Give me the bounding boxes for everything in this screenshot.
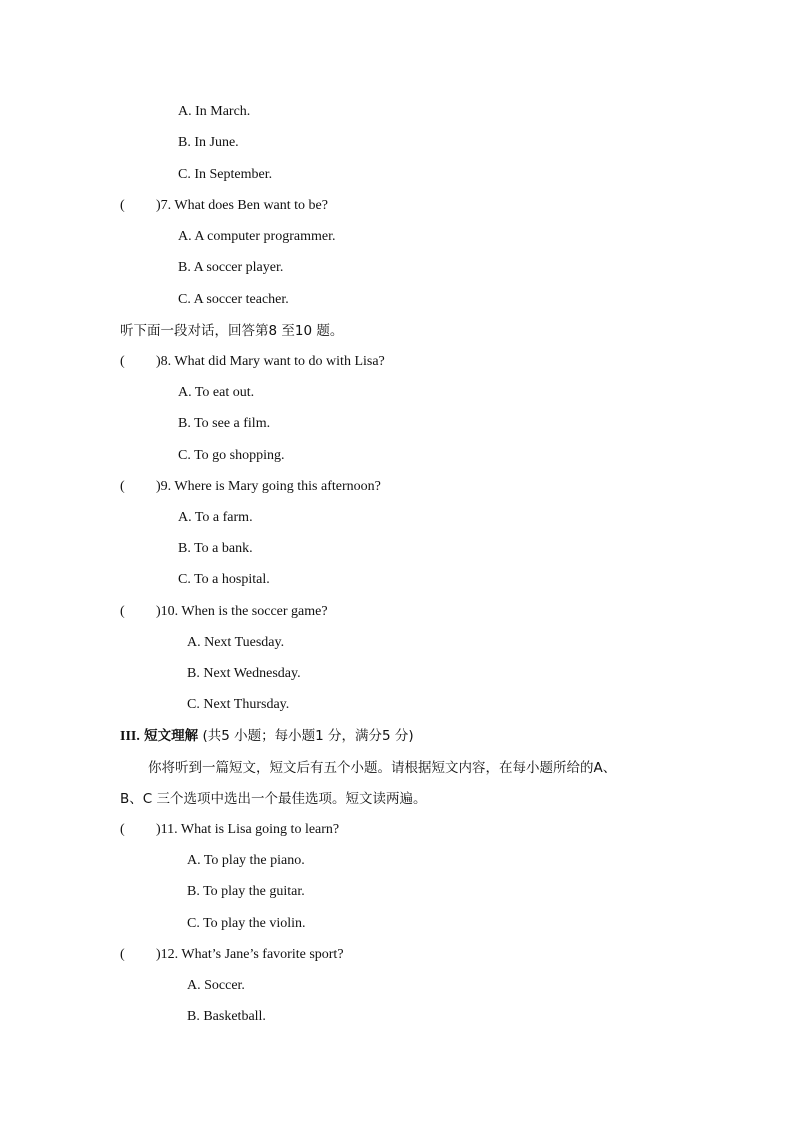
instruction-8-10: 听下面一段对话，回答第8 至10 题。 [120,323,344,339]
q7-option-c: C. A soccer teacher. [178,292,289,307]
q12-option-a: A. Soccer. [187,978,245,993]
q6-option-a: A. In March. [178,104,251,119]
q8-option-b: B. To see a film. [178,416,271,431]
section-3-heading [120,727,414,746]
question-10 [120,603,328,621]
question-7 [120,197,328,215]
q10-option-b: B. Next Wednesday. [187,666,301,681]
question-9 [120,478,381,496]
section-number: III. [120,729,140,744]
question-text: 8. What did Mary want to do with Lisa? [160,354,385,369]
q10-option-a: A. Next Tuesday. [187,635,285,650]
q7-option-a: A. A computer programmer. [178,229,336,244]
answer-blank-close: ) [156,479,161,494]
question-12 [120,946,344,964]
answer-blank-open[interactable]: ( [120,354,125,369]
q6-option-c: C. In September. [178,167,273,182]
q6-option-b: B. In June. [178,135,239,150]
question-text: 7. What does Ben want to be? [160,198,328,213]
section-title: 短文理解 [144,728,199,744]
answer-blank-open[interactable]: ( [120,947,125,962]
q11-option-a: A. To play the piano. [187,853,305,868]
section-3-instruction-line-1: 你将听到一篇短文，短文后有五个小题。请根据短文内容，在每小题所给的A、 [148,760,617,776]
question-8 [120,353,385,371]
q10-option-c: C. Next Thursday. [187,697,290,712]
answer-blank-close: ) [156,198,161,213]
answer-blank-open[interactable]: ( [120,604,125,619]
q11-option-c: C. To play the violin. [187,916,306,931]
q11-option-b: B. To play the guitar. [187,884,305,899]
section-3-instruction-line-2: B、C 三个选项中选出一个最佳选项。短文读两遍。 [120,791,427,807]
question-text: 11. What is Lisa going to learn? [160,822,340,837]
q9-option-c: C. To a hospital. [178,572,270,587]
q12-option-b: B. Basketball. [187,1009,266,1024]
question-text: 12. What’s Jane’s favorite sport? [160,947,344,962]
q8-option-c: C. To go shopping. [178,448,285,463]
question-11 [120,821,339,839]
question-text: 9. Where is Mary going this afternoon? [160,479,381,494]
section-note: (共5 小题；每小题1 分，满分5 分) [202,728,414,744]
question-text: 10. When is the soccer game? [160,604,328,619]
answer-blank-open[interactable]: ( [120,822,125,837]
answer-blank-close: ) [156,604,161,619]
answer-blank-close: ) [156,947,161,962]
q8-option-a: A. To eat out. [178,385,255,400]
answer-blank-open[interactable]: ( [120,479,125,494]
q9-option-a: A. To a farm. [178,510,253,525]
answer-blank-close: ) [156,354,161,369]
q7-option-b: B. A soccer player. [178,260,284,275]
q9-option-b: B. To a bank. [178,541,253,556]
answer-blank-open[interactable]: ( [120,198,125,213]
answer-blank-close: ) [156,822,161,837]
